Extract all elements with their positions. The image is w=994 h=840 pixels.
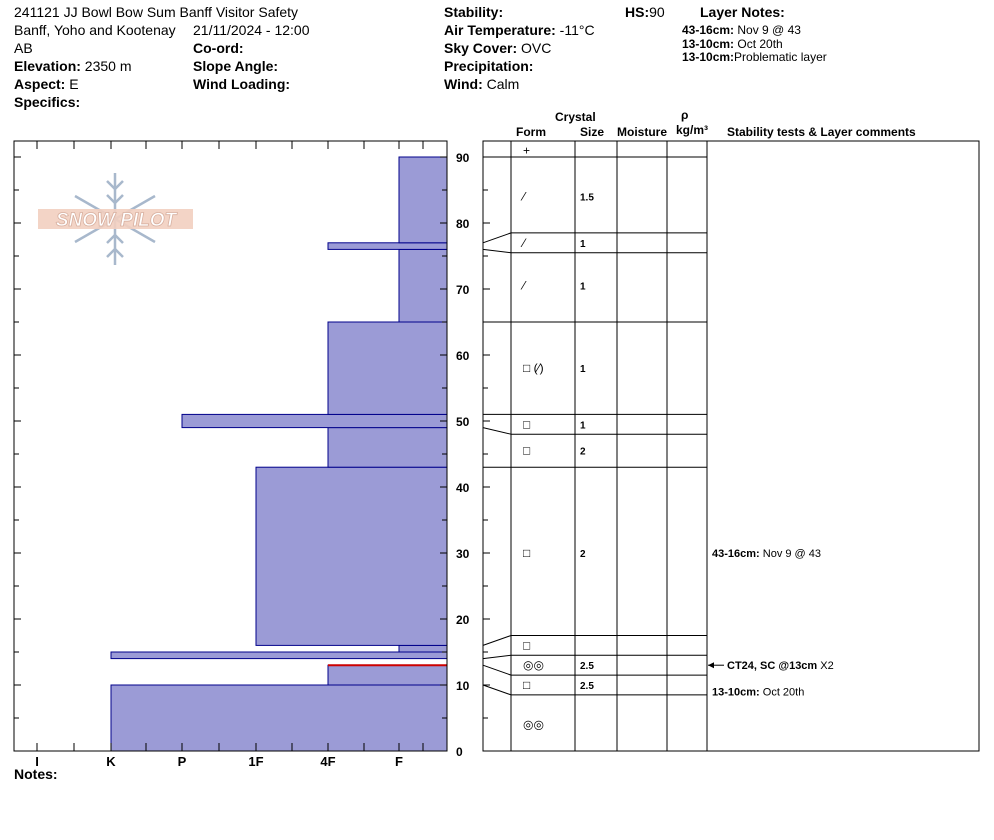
layer-link [483, 249, 511, 252]
hardness-label: K [106, 754, 116, 769]
hs-value: 90 [649, 4, 665, 20]
layer-notes-label: Layer Notes: [700, 4, 785, 20]
crystal-form: □ [523, 546, 531, 560]
hardness-label: I [35, 754, 39, 769]
notes-label: Notes: [14, 766, 58, 782]
hardness-bar [111, 652, 447, 659]
elevation-value: 2350 m [84, 58, 132, 74]
hardness-bar [328, 428, 447, 468]
profile-title: 241121 JJ Bowl Bow Sum Banff Visitor Safety [14, 4, 299, 20]
layer-link [483, 665, 511, 675]
y-tick-label: 50 [456, 415, 470, 429]
observation-datetime: 21/11/2024 - 12:00 [193, 22, 310, 38]
crystal-size: 1 [580, 238, 586, 250]
wind-value: Calm [486, 76, 520, 92]
crystal-form: ⁄ [523, 235, 526, 250]
hardness-label: P [177, 754, 187, 769]
crystal-form: □ [523, 638, 531, 653]
y-tick-label: 70 [456, 283, 470, 297]
hardness-label: 1F [248, 754, 264, 769]
hardness-bar [182, 414, 447, 427]
region-name: Banff, Yoho and Kootenay [14, 22, 176, 38]
hardness-bar [399, 157, 447, 243]
crystal-size: 2.5 [580, 681, 594, 692]
layer-link [483, 655, 511, 658]
form-header: Form [516, 125, 546, 139]
layer-note: 13-10cm: Oct 20th [682, 37, 783, 51]
precipitation-label: Precipitation: [444, 58, 534, 74]
y-tick-label: 0 [456, 745, 463, 759]
density-header: kg/m³ [676, 123, 709, 137]
y-tick-label: 20 [456, 613, 470, 627]
size-header: Size [580, 125, 605, 139]
aspect-label: Aspect: [14, 76, 66, 92]
province: AB [14, 40, 33, 56]
wind-loading-label: Wind Loading: [193, 76, 291, 92]
layer-link [483, 685, 511, 695]
layer-note: 13-10cm:Problematic layer [682, 50, 827, 64]
crystal-size: 2.5 [580, 661, 594, 673]
crystal-form: □ [523, 417, 531, 432]
aspect-value: E [69, 76, 79, 92]
hardness-label: F [395, 754, 403, 769]
crystal-form: □ (⁄) [523, 361, 544, 376]
crystal-form: + [523, 143, 531, 158]
crystal-form: □ [523, 678, 531, 692]
elevation-label: Elevation: [14, 58, 81, 74]
hardness-bar [399, 645, 447, 652]
crystal-form: ◎◎ [523, 658, 544, 673]
crystal-form: ⁄ [523, 189, 526, 204]
moisture-header: Moisture [617, 125, 668, 139]
sky-cover-label: Sky Cover: [444, 40, 518, 56]
hardness-label: 4F [320, 754, 336, 769]
layer-link [483, 428, 511, 435]
crystal-form: ⁄ [523, 278, 526, 293]
layer-link [483, 233, 511, 243]
crystal-form: ◎◎ [523, 717, 544, 732]
air-temperature-label: Air Temperature: [444, 22, 556, 38]
comment-arrowhead [708, 662, 714, 668]
hardness-bar [111, 685, 447, 751]
specifics-label: Specifics: [14, 94, 81, 110]
hardness-bar [328, 243, 447, 250]
slope-angle-label: Slope Angle: [193, 58, 279, 74]
y-tick-label: 30 [456, 547, 470, 561]
y-tick-label: 80 [456, 217, 470, 231]
y-tick-label: 10 [456, 679, 470, 693]
layer-comment: 13-10cm: Oct 20th [712, 686, 805, 699]
layer-comment: 43-16cm: Nov 9 @ 43 [712, 548, 822, 560]
crystal-size: 1 [580, 364, 586, 376]
y-tick-label: 90 [456, 151, 470, 165]
crystal-size: 1 [580, 420, 586, 432]
snowpilot-logo-text: SNOW PILOT [55, 210, 177, 231]
crystal-size: 1 [580, 281, 586, 293]
hardness-bar [328, 665, 447, 685]
stability-comments-header: Stability tests & Layer comments [727, 125, 916, 139]
crystal-form: □ [523, 443, 531, 458]
crystal-size: 1.5 [580, 192, 594, 204]
hardness-bar [256, 467, 447, 645]
y-tick-label: 40 [456, 481, 470, 495]
crystal-size: 2 [580, 549, 586, 560]
wind-label: Wind: [444, 76, 483, 92]
layer-link [483, 636, 511, 646]
air-temperature-value: -11°C [559, 22, 595, 38]
hardness-bar [328, 322, 447, 414]
sky-cover-value: OVC [521, 40, 552, 56]
stability-label: Stability: [444, 4, 504, 20]
crystal-header: Crystal [555, 110, 596, 124]
hardness-bar [399, 249, 447, 322]
layer-comment: CT24, SC @13cm X2 [727, 660, 834, 673]
y-tick-label: 60 [456, 349, 470, 363]
hs-label: HS: [625, 4, 650, 20]
snowpilot-logo [38, 173, 193, 265]
crystal-size: 2 [580, 446, 586, 458]
rho-header: ρ [681, 108, 689, 122]
layer-note: 43-16cm: Nov 9 @ 43 [682, 23, 801, 37]
coord-label: Co-ord: [193, 40, 244, 56]
